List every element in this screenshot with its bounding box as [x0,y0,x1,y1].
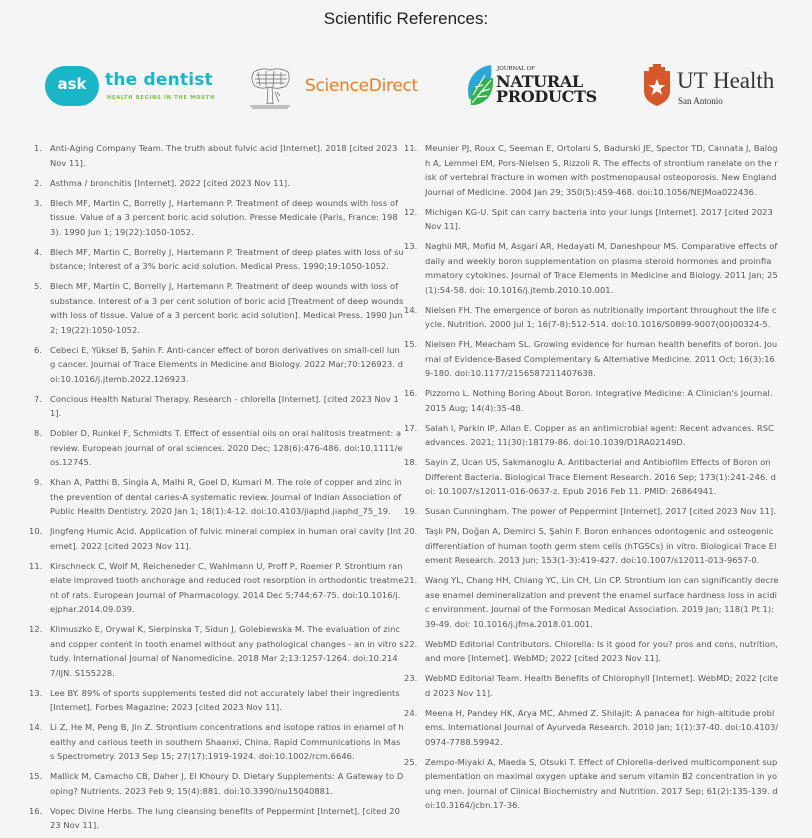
reference-item [36,426,404,470]
reference-item [404,637,779,666]
reference-list-left [29,141,404,833]
reference-item [29,559,404,617]
reference-number: 23. [404,673,418,683]
reference-item [404,205,779,234]
reference-item [404,706,779,750]
reference-number: 12. [404,206,418,217]
reference-text: Nielsen FH, Meacham SL. Growing evidence for human health benefits of boron. Journal of Evidence-Based Complementary & Alternative Medicine. 2011 Oct; 16(3):169-180. doi:10.1177/2156587211407638. [425,339,778,378]
reference-text: Zempo-Miyaki A, Maeda S, Otsuki T. Effect of Chlorella-derived multicomponent supplementation on maximal oxygen uptake and serum vitamin B2 concentration in young men. Journal of Clinical Biochemistry and Nutrition. 2017 Sep; 61(2):135-139. doi:10.3164/jcbn.17-36. [425,756,778,810]
reference-item [404,573,779,631]
ut-health-logo[interactable] [641,63,781,113]
journal-of-label: JOURNAL OF [497,66,536,72]
reference-number: 15. [404,339,418,349]
reference-item [404,239,779,297]
reference-text: Lee BY. 89% of sports supplements tested did not accurately label their ingredients [Internet]. Forbes Magazine; 2023 [cited 2023 Nov 11]. [50,687,400,712]
speech-bubble-tail-icon [85,94,97,106]
reference-text: Naghii MR, Mofid M, Asgari AR, Hedayati M, Daneshpour MS. Comparative effects of daily and weekly boron supplementation on plasma steroid hormones and proinflammatory cytokines. Journal of Trace Elements in Medicine and Biology. 2011 Jan; 25(1):54-58. doi: 10.1016/j.jtemb.2010.10.001. [425,241,778,295]
reference-item [29,524,404,553]
reference-text: Michigan KG-U. Spit can carry bacteria into your lungs [Internet]. 2017 [cited 2023 Nov 11]. [425,206,773,231]
reference-number: 11. [29,560,43,571]
reference-number: 7. [34,393,43,404]
reference-text: Dobler D, Runkel F, Schmidts T. Effect of essential oils on oral halitosis treatment: a review. European journal of oral sciences. 2020 Dec; 128(6):476-486. doi:10.1111/eos.12745. [50,428,403,467]
reference-text: Concious Health Natural Therapy. Research - chlorella [Internet]. [cited 2023 Nov 11]. [50,393,399,418]
reference-item [36,176,404,191]
reference-item [29,622,404,680]
reference-number: 24. [404,707,418,718]
ask-the-dentist-name: the dentist [105,70,213,90]
reference-item [36,392,404,421]
ut-health-subtitle: San Antonio [678,96,723,106]
reference-number: 2. [34,177,43,188]
sciencedirect-logo[interactable] [248,66,428,111]
reference-number: 1. [34,143,43,153]
elsevier-tree-icon [248,66,292,110]
reference-number: 20. [404,526,418,536]
shield-star-icon [641,63,673,107]
reference-number: 13. [29,687,43,698]
reference-number: 16. [29,805,43,816]
reference-number: 6. [34,344,43,355]
reference-text: Khan A, Patthi B, Singla A, Malhi R, Goel D, Kumari M. The role of copper and zinc in the prevention of dental caries-A systematic review. Journal of Indian Association of Public Health Dentistry. 2020 Jan 1; 18(1):4-12. doi:10.4103/jiaphd.jiaphd_75_19. [50,477,402,516]
reference-list-right [404,141,779,813]
reference-number: 3. [34,197,43,208]
reference-number: 5. [34,281,43,291]
reference-number: 15. [29,771,43,781]
reference-text: Cebeci E, Yüksel B, Şahin F. Anti-cancer effect of boron derivatives on small-cell lung cancer. Journal of Trace Elements in Medicine and Biology. 2022 Mar;70:126923. doi:10.1016/j.jtemb.2022.126923. [50,344,404,384]
reference-number: 12. [29,624,43,634]
reference-text: Li Z, He M, Peng B, Jin Z. Strontium concentrations and isotope ratios in enamel of healthy and carious teeth in southern Shaanxi, China. Rapid Communications in Mass Spectrometry. 2013 Sep 15; 27(17):1919-1924. doi:10.1002/rcm.6646. [50,722,404,761]
reference-number: 17. [404,422,418,433]
sciencedirect-name: ScienceDirect [305,76,418,96]
reference-item [36,245,404,274]
journal-of-natural-products-logo[interactable] [465,63,610,113]
reference-item [404,386,779,415]
reference-text: Meunier PJ, Roux C, Seeman E, Ortolani S, Badurski JE, Spector TD, Cannata J, Balogh A, Lemmel EM, Pors-Nielsen S, Rizzoli R. The effects of strontium ranelate on the risk of vertebral fracture in women with postmenopausal osteoporosis. New England Journal of Medicine. 2004 Jan 29; 350(5):459-468. doi:10.1056/NEJMoa022436. [425,143,778,197]
reference-text: Klimuszko E, Orywal K, Sierpinska T, Sidun J, Golebiewska M. The evaluation of zinc and copper content in tooth enamel without any pathological changes - an in vitro study. International Journal of Nanomedicine. 2018 Mar 2;13:1257-1264. doi:10.2147/IJN. S155228. [50,624,404,678]
page-title: Scientific References: [323,9,489,28]
reference-text: Meena H, Pandey HK, Arya MC, Ahmed Z. Shilajit: A panacea for high-altitude problems. International Journal of Ayurveda Research. 2010 Jan; 1(1):37-40. doi:10.4103/0974-7788.59942. [425,707,779,747]
leaf-icon [465,63,495,107]
reference-item [404,524,779,568]
natural-label: NATURAL [496,72,583,91]
reference-number: 4. [34,246,43,257]
references-right-column [404,141,779,818]
reference-item [404,337,779,381]
reference-number: 8. [34,428,43,438]
reference-text: Anti-Aging Company Team. The truth about fulvic acid [Internet]. 2018 [cited 2023 Nov 11]. [50,143,398,168]
reference-text: Nielsen FH. The emergence of boron as nutritionally important throughout the life cycle. Nutrition. 2000 Jul 1; 16(7-8):512-514. doi:10.1016/S0899-9007(00)00324-5. [425,304,777,329]
reference-number: 13. [404,241,418,251]
reference-number: 25. [404,756,418,767]
reference-item [29,720,404,764]
reference-text: Asthma / bronchitis [Internet]. 2022 [cited 2023 Nov 11]. [50,177,290,188]
reference-item [404,504,779,519]
reference-number: 16. [404,388,418,398]
ut-health-name: UT Health [677,68,775,93]
reference-text: Blech MF, Martin C, Borrelly J, Hartemann P. Treatment of deep plates with loss of substance; Interest of a 3% boric acid solution. Medical Press. 1990;19:1050-1052. [50,246,404,271]
reference-item [29,686,404,715]
reference-number: 9. [34,477,43,487]
reference-item [29,804,404,833]
reference-text: WebMD Editorial Team. Health Benefits of Chlorophyll [Internet]. WebMD; 2022 [cited 2023 Nov 11]. [425,673,778,698]
reference-item [29,769,404,798]
reference-number: 19. [404,506,418,516]
reference-text: Pizzorno L. Nothing Boring About Boron. Integrative Medicine: A Clinician's Journal. 2015 Aug; 14(4):35-48. [425,388,773,413]
reference-text: WebMD Editorial Contributors. Chlorella: Is it good for you? pros and cons, nutrition, and more [Internet]. WebMD; 2022 [cited 2023 Nov 11]. [425,638,778,663]
reference-number: 21. [404,575,418,585]
reference-item [404,671,779,700]
reference-text: Susan Cunningham. The power of Peppermint [Internet]. 2017 [cited 2023 Nov 11]. [425,506,776,516]
reference-text: Salah I, Parkin IP, Allan E. Copper as an antimicrobial agent: Recent advances. RSC advances. 2021; 11(30):18179-86. doi:10.1039/D1RA02149D. [425,422,774,447]
reference-item [36,343,404,387]
reference-item [404,421,779,450]
reference-text: Blech MF, Martin C, Borrelly J, Hartemann P. Treatment of deep wounds with loss of substance. Interest of a 3 per cent solution of boric acid [Treatment of deep wounds with loss of tissue. Value of a 3 percent boric acid solution]. Medical Press. 1990 Jun 2; 19(22):1050-1052. [50,281,404,335]
reference-item [404,141,779,199]
reference-number: 22. [404,638,418,649]
ask-bubble: ask [45,66,99,106]
reference-item [36,279,404,337]
reference-text: Vopec Divine Herbs. The lung cleansing benefits of Peppermint [Internet]. [cited 2023 Nov 11]. [50,805,400,830]
reference-text: Wang YL, Chang HH, Chiang YC, Lin CH, Lin CP. Strontium ion can significantly decrease enamel demineralization and prevent the enamel surface hardness loss in acidic environment. Journal of the Formosan Medical Association. 2019 Jan; 118(1 Pt 1):39-49. doi: 10.1016/j.jfma.2018.01.001. [425,575,779,629]
ask-the-dentist-logo[interactable] [45,64,216,109]
references-left-column [29,141,404,838]
reference-text: Sayin Z, Ucan US, Sakmanoglu A. Antibacterial and Antibiofilm Effects of Boron on Different Bacteria. Biological Trace Element Research. 2016 Sep; 173(1):241-246. doi: 10.1007/s12011-016-0637-z. Epub 2016 Feb 11. PMID: 26864941. [425,457,776,496]
reference-text: Blech MF, Martin C, Borrelly J, Hartemann P. Treatment of deep wounds with loss of tissue. Value of a 3 percent boric acid solution. Presse Medicale (Paris, France: 1983). 1990 Jun 1; 19(22):1050-1052. [50,197,399,237]
reference-text: Jingfeng Humic Acid. Application of fulvic mineral complex in human oral cavity [Internet]. 2022 [cited 2023 Nov 11]. [50,526,402,551]
reference-item [404,755,779,813]
products-label: PRODUCTS [496,87,597,106]
reference-number: 14. [404,304,418,315]
reference-text: Kirschneck C, Wolf M, Reicheneder C, Wahlmann U, Proff P, Roemer P. Strontium ranelate improved tooth anchorage and reduced root resorption in orthodontic treatment of rats. European Journal of Pharmacology. 2014 Dec 5;744:67-75. doi:10.1016/j.ejphar.2014.09.039. [50,560,404,614]
reference-text: Taşlı PN, Doğan A, Demirci S, Şahin F. Boron enhances odontogenic and osteogenic differentiation of human tooth germ stem cells (hTGSCs) in vitro. Biological Trace Element Research. 2013 Jun; 153(1-3):419-427. doi:10.1007/s12011-013-9657-0. [425,526,777,565]
reference-number: 10. [29,526,43,536]
reference-number: 11. [404,143,418,153]
reference-item [36,475,404,519]
reference-item [36,141,404,170]
reference-number: 14. [29,722,43,732]
reference-number: 18. [404,457,418,467]
reference-item [36,196,404,240]
reference-item [404,303,779,332]
reference-text: Mallick M, Camacho CB, Daher J, El Khoury D. Dietary Supplements: A Gateway to Doping? Nutrients. 2023 Feb 9; 15(4):881. doi:10.3390/nu15040881. [50,771,404,796]
ask-the-dentist-tagline: HEALTH BEGINS IN THE MOUTH [107,95,216,101]
reference-item [404,455,779,499]
logo-row [0,60,812,115]
